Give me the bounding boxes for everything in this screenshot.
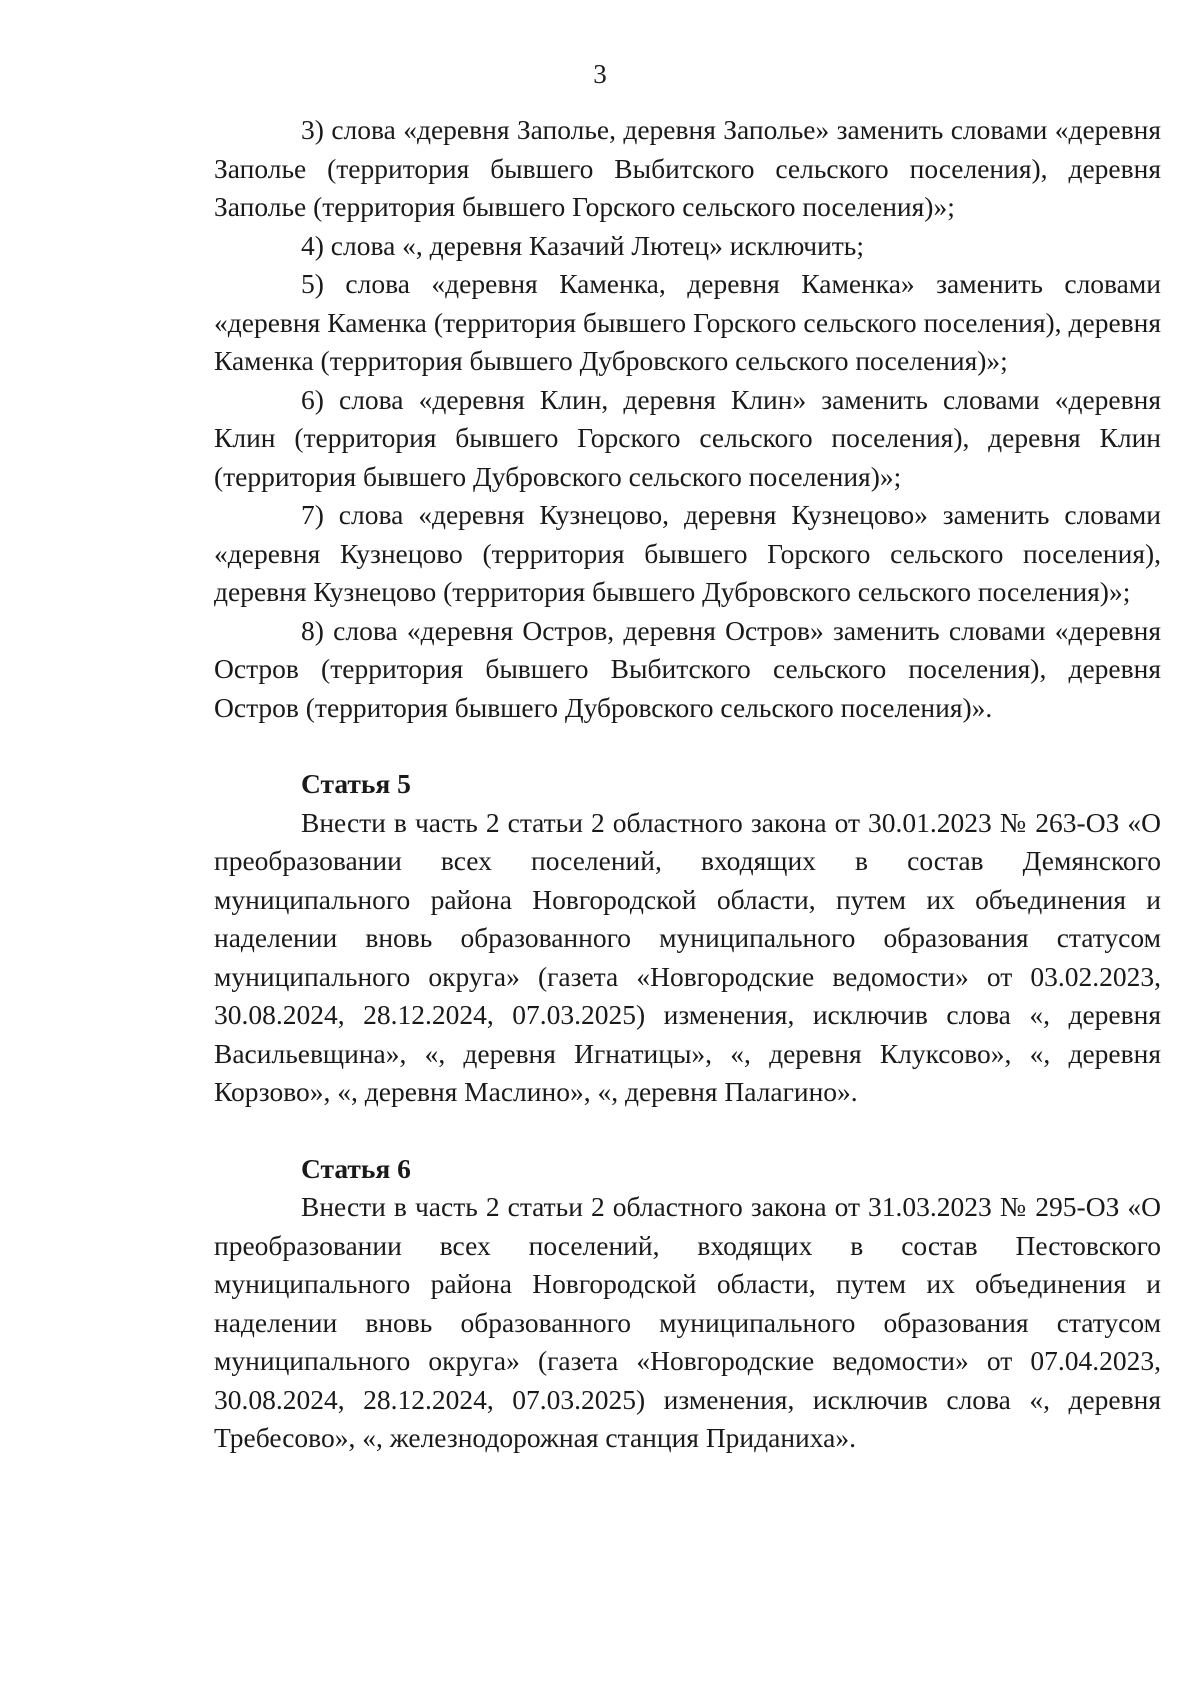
article-6-text: Внести в часть 2 статьи 2 областного закона от 31.03.2023 № 295-ОЗ «О преобразовании всех поселений, входящих в состав Пестовского муниципального района Новгородской области, путем их объединения и наделении вновь образованного муниципального образования статусом муниципального округа» (газета «Новгородские ведомости» от 07.04.2023, 30.08.2024, 28.12.2024, 07.03.2025) изменения, исключив слова «, деревня Требесово», «, железнодорожная станция Приданиха». bbox=[214, 1191, 1161, 1453]
amendment-item-6: 6) слова «деревня Клин, деревня Клин» заменить словами «деревня Клин (территория бывшего Горского сельского поселения), деревня Клин (территория бывшего Дубровского сельского поселения)»; bbox=[214, 383, 1161, 492]
article-5 bbox=[214, 765, 1161, 1112]
article-6 bbox=[214, 1150, 1161, 1458]
amendment-list bbox=[214, 111, 1161, 727]
article-5-text: Внести в часть 2 статьи 2 областного закона от 30.01.2023 № 263-ОЗ «О преобразовании всех поселений, входящих в состав Демянского муниципального района Новгородской области, путем их объединения и наделении вновь образованного муниципального образования статусом муниципального округа» (газета «Новгородские ведомости» от 03.02.2023, 30.08.2024, 28.12.2024, 07.03.2025) изменения, исключив слова «, деревня Васильевщина», «, деревня Игнатицы», «, деревня Клуксово», «, деревня Корзово», «, деревня Маслино», «, деревня Палагино». bbox=[214, 806, 1161, 1107]
page-number: 3 bbox=[593, 59, 607, 89]
amendment-item-7: 7) слова «деревня Кузнецово, деревня Кузнецово» заменить словами «деревня Кузнецово (территория бывшего Горского сельского поселения), деревня Кузнецово (территория бывшего Дубровского сельского поселения)»; bbox=[214, 499, 1161, 607]
document-body bbox=[214, 111, 1161, 1458]
article-5-title: Статья 5 bbox=[301, 768, 411, 799]
amendment-item-5: 5) слова «деревня Каменка, деревня Каменка» заменить словами «деревня Каменка (территория бывшего Горского сельского поселения), деревня Каменка (территория бывшего Дубровского сельского поселения)»; bbox=[214, 268, 1161, 376]
article-6-title: Статья 6 bbox=[301, 1152, 411, 1184]
amendment-item-8: 8) слова «деревня Остров, деревня Остров» заменить словами «деревня Остров (территория бывшего Выбитского сельского поселения), деревня Остров (территория бывшего Дубровского сельского поселения)». bbox=[214, 614, 1161, 723]
amendment-item-3: 3) слова «деревня Заполье, деревня Заполье» заменить словами «деревня Заполье (территория бывшего Выбитского сельского поселения), деревня Заполье (территория бывшего Горского сельского поселения)»; bbox=[214, 114, 1161, 222]
amendment-item-4: 4) слова «, деревня Казачий Лютец» исключить; bbox=[301, 229, 864, 261]
